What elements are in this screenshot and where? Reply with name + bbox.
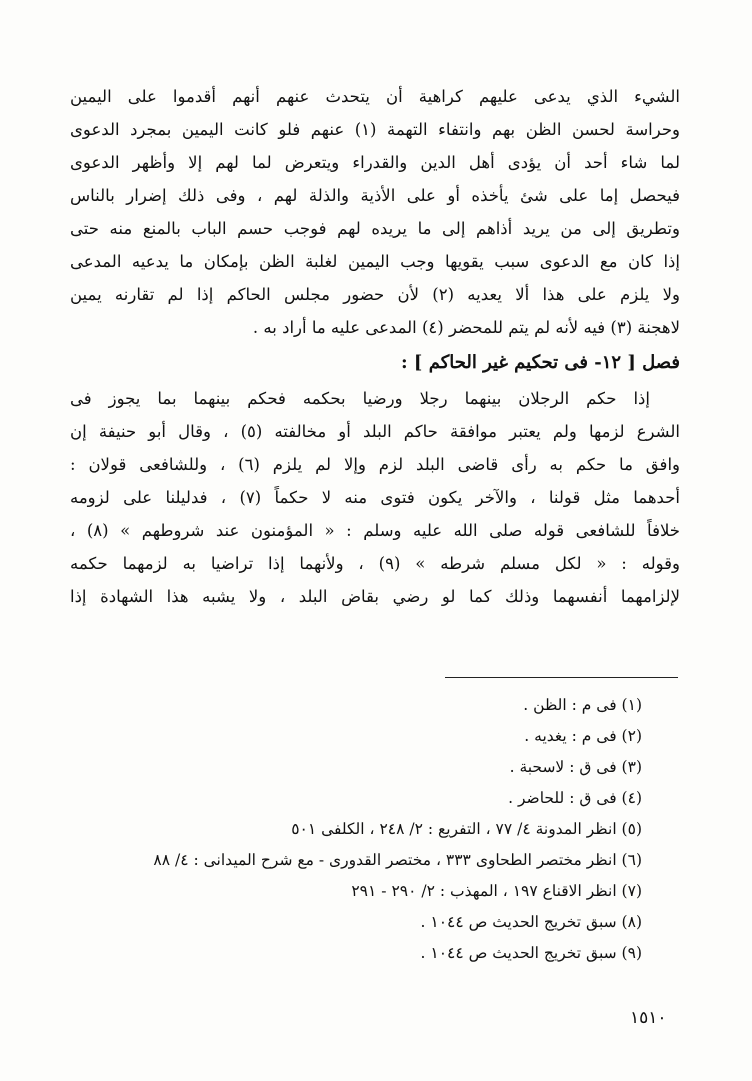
- footnote: (٩) سبق تخريج الحديث ص ١٠٤٤ .: [420, 944, 642, 962]
- paragraph-tahkim: [70, 382, 680, 613]
- text-line: وقوله : « لكل مسلم شرطه » (٩) ، ولأنهما إذا تراضيا به لزمهما حكمه: [70, 554, 680, 573]
- text-line: لاهجنة (٣) فيه لأنه لم يتم للمحضر (٤) المدعى عليه ما أراد به .: [252, 318, 680, 337]
- footnotes: [70, 690, 642, 969]
- text-line: فيحصل إما على شئ يأخذه أو على الأذية والذلة لهم ، وفى ذلك إضرار بالناس: [70, 186, 680, 205]
- text-line: خلافاً للشافعى قوله صلى الله عليه وسلم : « المؤمنون عند شروطهم » (٨) ،: [70, 521, 680, 540]
- footnote: (٤) فى ق : للحاضر .: [508, 789, 642, 807]
- footnote: (١) فى م : الظن .: [523, 696, 642, 714]
- text-line: لما شاء أحد أن يؤدى أهل الدين والقدراء ويتعرض لما لهم إلا وأظهر الدعوى: [70, 153, 680, 172]
- footnote: (٦) انظر مختصر الطحاوى ٣٣٣ ، مختصر القدورى - مع شرح الميدانى : ٤/ ٨٨: [153, 851, 642, 869]
- paragraph-yamin: [70, 80, 680, 344]
- text-line: أحدهما مثل قولنا ، والآخر يكون فتوى منه لا حكماً (٧) ، فدليلنا على لزومه: [70, 488, 680, 507]
- footnote: (٧) انظر الاقناع ١٩٧ ، المهذب : ٢/ ٢٩٠ - ٢٩١: [351, 882, 642, 900]
- main-text: [70, 80, 680, 613]
- page-number: ١٥١٠: [630, 1008, 667, 1028]
- section-heading: فصل [ ١٢- فى تحكيم غير الحاكم ] :: [401, 352, 680, 373]
- footnote-divider: [445, 677, 678, 678]
- text-line: إذا حكم الرجلان بينهما رجلا ورضيا بحكمه فحكم بينهما بما يجوز فى: [70, 389, 650, 408]
- text-line: الشيء الذي يدعى عليهم كراهية أن يتحدث عنهم أنهم أقدموا على اليمين: [70, 87, 680, 106]
- text-line: وحراسة لحسن الظن بهم وانتفاء التهمة (١) عنهم فلو كانت اليمين بمجرد الدعوى: [70, 120, 680, 139]
- text-line: وافق ما حكم به رأى قاضى البلد لزم وإلا لم يلزم (٦) ، وللشافعى قولان :: [70, 455, 680, 474]
- text-line: الشرع لزمها ولم يعتبر موافقة حاكم البلد أو مخالفته (٥) ، وقال أبو حنيفة إن: [70, 422, 680, 441]
- footnote: (٨) سبق تخريج الحديث ص ١٠٤٤ .: [420, 913, 642, 931]
- text-line: لإلزامهما أنفسهما وذلك كما لو رضي بقاض البلد ، ولا يشبه هذا الشهادة إذا: [70, 587, 680, 606]
- text-line: وتطريق إلى من يريد أذاهم إلى ما يريده لهم فوجب حسم الباب بالمنع منه حتى: [70, 219, 680, 238]
- text-line: إذا كان مع الدعوى سبب يقويها وجب اليمين لغلبة الظن بإمكان ما يدعيه المدعى: [70, 252, 680, 271]
- footnote: (٣) فى ق : لاسحبة .: [509, 758, 642, 776]
- footnote: (٢) فى م : يغديه .: [524, 727, 642, 745]
- footnote: (٥) انظر المدونة ٤/ ٧٧ ، التفريع : ٢/ ٢٤٨ ، الكلفى ٥٠١: [291, 820, 642, 838]
- text-line: ولا يلزم على هذا ألا يعديه (٢) لأن حضور مجلس الحاكم إذا لم تقارنه يمين: [70, 285, 681, 304]
